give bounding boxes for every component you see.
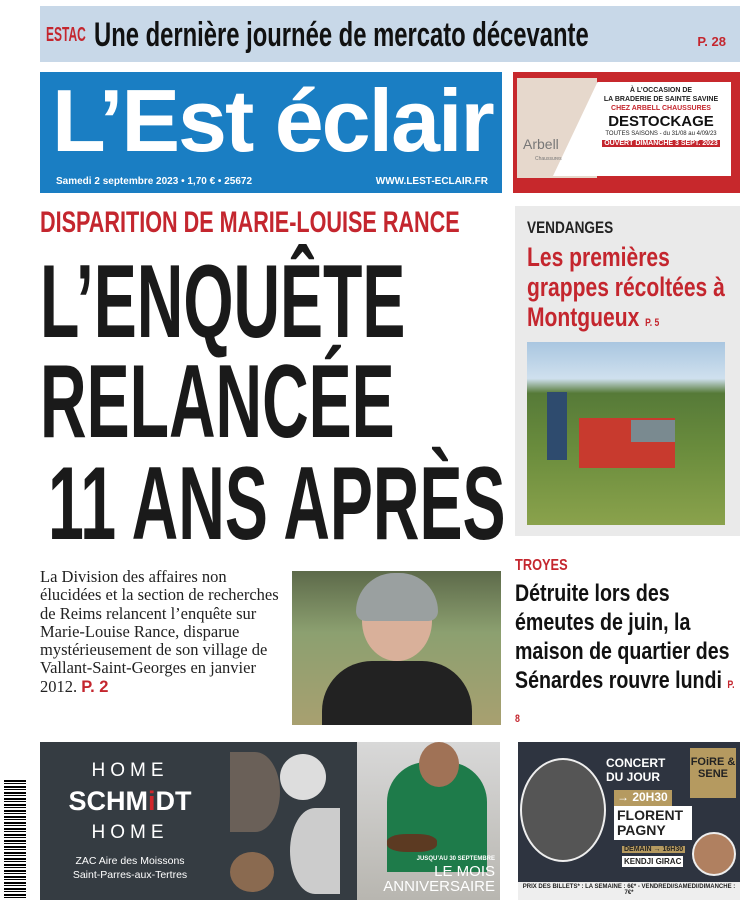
ad-line: TOUTES SAISONS - du 31/08 au 4/09/23 (605, 131, 717, 137)
banner-title: Une dernière journée de mercato décevante (94, 16, 589, 54)
ad-arbell[interactable] (513, 72, 740, 193)
photo-worker (547, 392, 567, 460)
concert-label: CONCERT DU JOUR (606, 756, 666, 784)
lead-headline-line[interactable]: RELANCÉE (40, 344, 395, 460)
banner-page: P. 28 (697, 34, 726, 49)
ad-line: À L’OCCASION DE (629, 87, 693, 94)
next-concert-time: DEMAIN → 16H30 (624, 846, 684, 853)
newspaper-logo: L’Est éclair (52, 71, 493, 170)
ad-brand: Arbell (523, 136, 559, 152)
lead-body-text: La Division des affaires non élucidées et la section de recherches de Reims relancent l’enquête sur Marie-Louise Rance, disparue mystérieusement de son village de Vallant-Saint-Georges en janvier 2012. (40, 567, 279, 696)
photo-hair (356, 573, 438, 621)
artist-name: FLORENT PAGNY (614, 806, 692, 840)
ticket-prices: PRIX DES BILLETS* : LA SEMAINE : 6€* - VENDREDI/SAMEDI/DIMANCHE : 7€* (518, 882, 740, 900)
banner-kicker: ESTAC (46, 24, 86, 46)
photo-jacket (322, 661, 472, 725)
ad-foire[interactable] (518, 742, 740, 900)
website-url[interactable]: WWW.LEST-ECLAIR.FR (375, 176, 488, 187)
ad-home: HOME (91, 760, 169, 781)
vendanges-article[interactable] (515, 206, 740, 536)
lead-page: P. 2 (81, 677, 109, 696)
troyes-page: P. 8 (515, 679, 735, 725)
lead-headline-line[interactable]: L’ENQUÊTE (40, 244, 406, 360)
ad-brand-sub: Chaussures (535, 156, 562, 162)
faucet-image (290, 808, 340, 894)
lead-headline-line[interactable]: 11 ANS APRÈS (48, 446, 506, 562)
troyes-article[interactable] (515, 557, 740, 734)
troyes-title: Détruite lors des émeutes de juin, la maison de quartier des Sénardes rouvre lundi P. 8 (515, 580, 735, 725)
vendanges-title: Les premières grappes récoltées à Montgueux P. 5 (527, 242, 725, 332)
vineyard-photo (527, 342, 725, 525)
top-banner[interactable] (40, 6, 740, 62)
concert-time: → 20H30 (614, 790, 672, 806)
masthead (40, 72, 502, 193)
ad-big: DESTOCKAGE (608, 113, 714, 130)
photo-cake (387, 834, 437, 852)
ad-schmidt-logo: SCHMiDT (68, 786, 192, 816)
ad-line: CHEZ ARBELL CHAUSSURES (611, 105, 711, 112)
ad-address: Saint-Parres-aux-Tertres (72, 869, 188, 881)
ad-home: HOME (91, 822, 169, 843)
photo-chef-head (419, 742, 459, 787)
next-artist: KENDJI GIRAC (624, 857, 682, 866)
vendanges-kicker: VENDANGES (527, 218, 614, 237)
ad-anniversaire[interactable] (357, 742, 500, 900)
ad-anniv-sub: JUSQU’AU 30 SEPTEMBRE (416, 856, 495, 862)
photo-crate (631, 420, 675, 442)
marble-image (280, 754, 326, 800)
troyes-kicker: TROYES (515, 557, 568, 574)
vendanges-page: P. 5 (645, 317, 660, 329)
ad-address: ZAC Aire des Moissons (75, 855, 185, 867)
portrait-photo (292, 571, 501, 725)
artist-photo (520, 758, 606, 862)
kitchen-image (230, 752, 280, 832)
ad-schmidt[interactable] (40, 742, 357, 900)
lead-kicker: DISPARITION DE MARIE-LOUISE RANCE (40, 206, 460, 239)
ad-anniv-title: LE MOIS ANNIVERSAIRE (383, 863, 495, 895)
next-artist-photo (692, 832, 736, 876)
ad-line: LA BRADERIE DE SAINTE SAVINE (603, 96, 719, 103)
foire-logo: FOiRE & SENE (690, 748, 736, 798)
lead-body (40, 568, 286, 696)
ad-text (591, 86, 731, 148)
issue-info: Samedi 2 septembre 2023 • 1,70 € • 25672 (56, 176, 253, 187)
barcode (4, 780, 26, 900)
ad-line: OUVERT DIMANCHE 3 SEPT. 2023 (604, 140, 718, 147)
wood-image (230, 852, 274, 892)
